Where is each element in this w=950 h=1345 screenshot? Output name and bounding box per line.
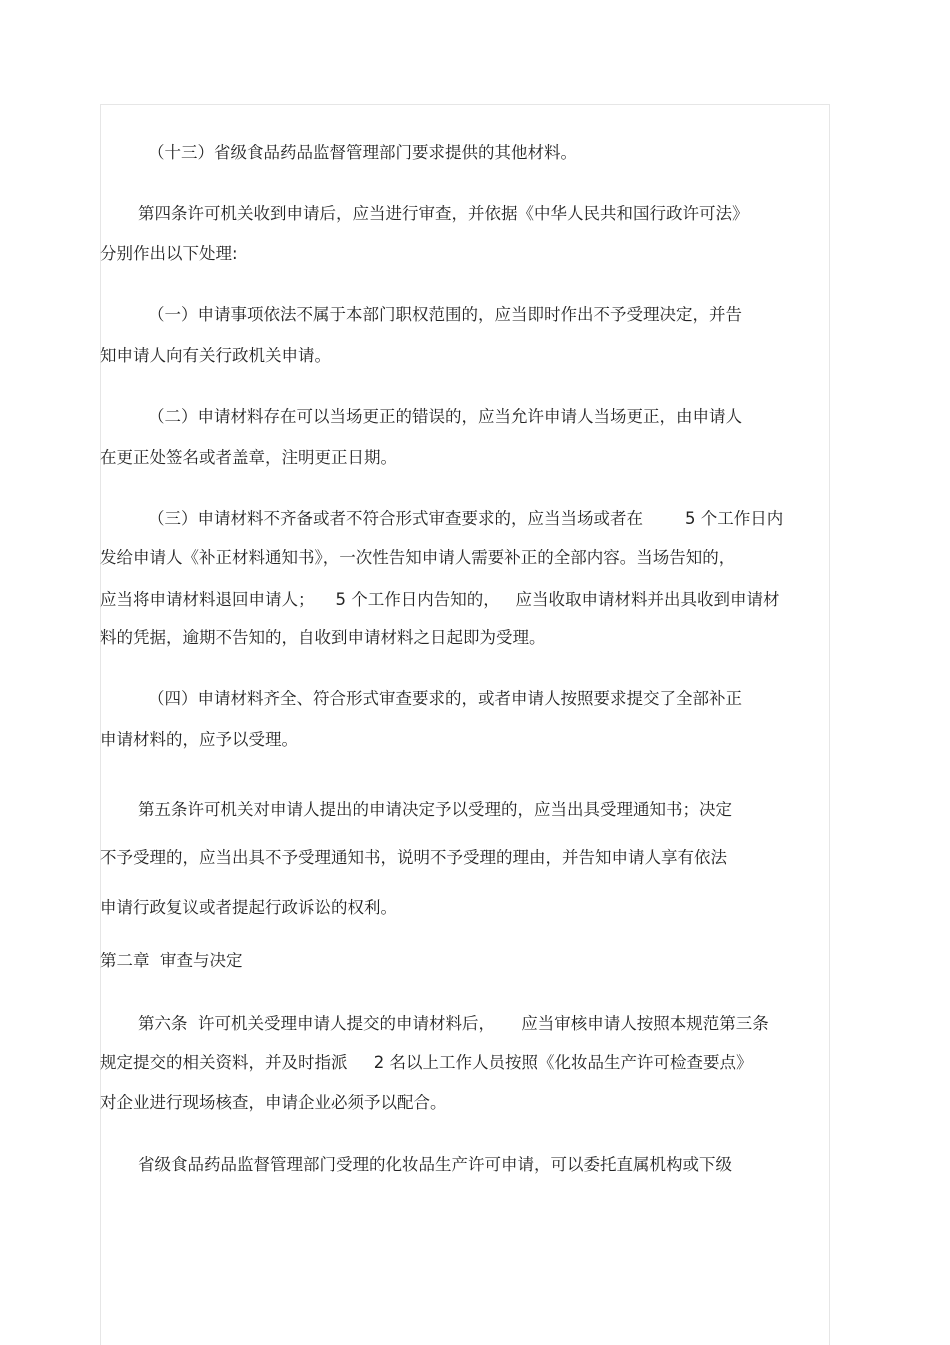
paragraph-line: 申请材料的，应予以受理。 (100, 730, 298, 749)
paragraph-line: （四）申请材料齐全、符合形式审查要求的，或者申请人按照要求提交了全部补正 (148, 689, 742, 708)
paragraph-line: 应当将申请材料退回申请人； 5 个工作日内告知的， 应当收取申请材料并出具收到申请材 (100, 590, 780, 609)
paragraph-line: 发给申请人《补正材料通知书》，一次性告知申请人需要补正的全部内容。当场告知的， (100, 548, 736, 567)
paragraph-line: （十三）省级食品药品监督管理部门要求提供的其他材料。 (148, 143, 577, 162)
paragraph-line: 第六条 许可机关受理申请人提交的申请材料后， 应当审核申请人按照本规范第三条 (138, 1014, 769, 1033)
paragraph-line: 省级食品药品监督管理部门受理的化妆品生产许可申请，可以委托直属机构或下级 (138, 1155, 732, 1174)
paragraph-line: 第五条许可机关对申请人提出的申请决定予以受理的，应当出具受理通知书；决定 (138, 800, 732, 819)
paragraph-line: 知申请人向有关行政机关申请。 (100, 346, 331, 365)
paragraph-line: 料的凭据，逾期不告知的，自收到申请材料之日起即为受理。 (100, 628, 546, 647)
paragraph-line: 不予受理的，应当出具不予受理通知书，说明不予受理的理由，并告知申请人享有依法 (100, 848, 727, 867)
paragraph-line: 申请行政复议或者提起行政诉讼的权利。 (100, 898, 397, 917)
paragraph-line: 对企业进行现场核查，申请企业必须予以配合。 (100, 1093, 447, 1112)
paragraph-line: （二）申请材料存在可以当场更正的错误的，应当允许申请人当场更正，由申请人 (148, 407, 742, 426)
chapter-heading: 第二章 审查与决定 (100, 951, 243, 970)
paragraph-line: （一）申请事项依法不属于本部门职权范围的，应当即时作出不予受理决定，并告 (148, 305, 742, 324)
paragraph-line: 在更正处签名或者盖章，注明更正日期。 (100, 448, 397, 467)
paragraph-line: 规定提交的相关资料，并及时指派 2 名以上工作人员按照《化妆品生产许可检查要点》 (100, 1053, 753, 1072)
paragraph-line: 第四条许可机关收到申请后，应当进行审查，并依据《中华人民共和国行政许可法》 (138, 204, 749, 223)
paragraph-line: 分别作出以下处理: (100, 244, 238, 263)
paragraph-line: （三）申请材料不齐备或者不符合形式审查要求的，应当当场或者在 5 个工作日内 (148, 509, 784, 528)
